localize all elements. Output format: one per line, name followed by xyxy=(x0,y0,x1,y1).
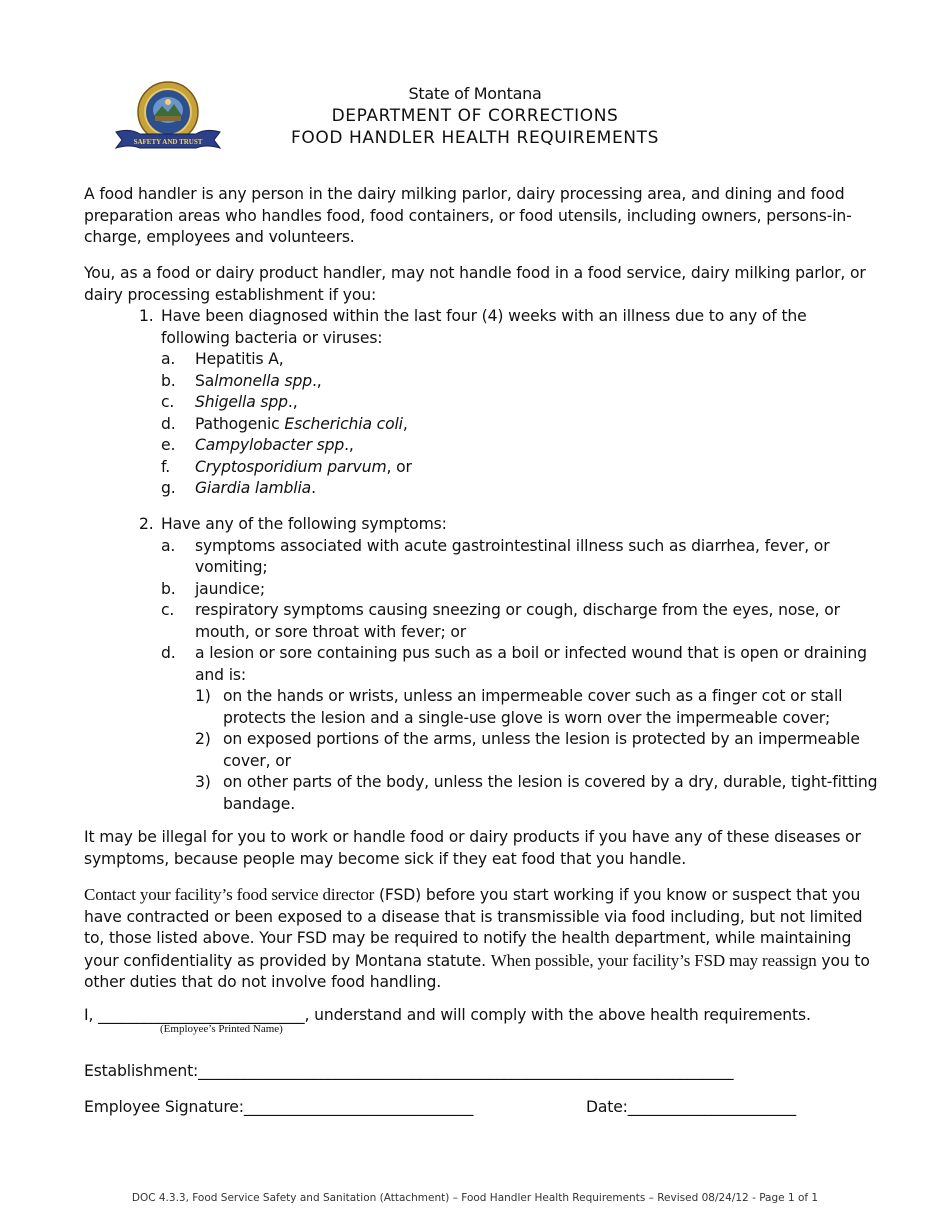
date-field[interactable]: ______________________ xyxy=(627,1098,797,1116)
header-department: DEPARTMENT OF CORRECTIONS xyxy=(331,106,619,126)
date-line: Date:______________________ xyxy=(586,1098,797,1116)
printed-name-field[interactable]: ___________________________ xyxy=(98,1006,305,1024)
pathogen-item: d. Pathogenic Escherichia coli, xyxy=(161,414,408,433)
list-item-text: Have been diagnosed within the last four (4) weeks with an illness due to any of the following bacteria or viruses: xyxy=(161,307,807,347)
contact-paragraph: Contact your facility’s food service director (FSD) before you start working if you know or suspect that you have contracted or been exposed to a disease that is transmissible via food including, but not limited to, those listed above. Your FSD may be required to notify the health department, while maintaining your confidentiality as provided by Montana statute. When possible, your facility’s FSD may reassign you to other duties that do not involve food handling. xyxy=(84,885,870,991)
symptom-list xyxy=(161,536,879,816)
pathogen-list xyxy=(161,349,879,500)
pathogen-item: f. Cryptosporidium parvum, or xyxy=(161,457,412,476)
definition-paragraph: A food handler is any person in the dairy milking parlor, dairy processing area, and dining and food preparation areas who handles food, food containers, or food utensils, including owners, persons-in-charge, employees and volunteers. xyxy=(84,185,852,246)
document-title: FOOD HANDLER HEALTH REQUIREMENTS xyxy=(291,128,659,148)
seal-motto: SAFETY AND TRUST xyxy=(133,138,203,146)
pathogen-item: g. Giardia lamblia. xyxy=(161,479,316,497)
lesion-item: 2) on exposed portions of the arms, unless the lesion is protected by an impermeable cover, or xyxy=(195,730,860,770)
symptom-item: c. respiratory symptoms causing sneezing or cough, discharge from the eyes, nose, or mouth, or sore throat with fever; or xyxy=(161,601,840,641)
symptom-item: d. a lesion or sore containing pus such as a boil or infected wound that is open or draining and is: 1) on the hands or wrists, unless an impermeable cover such as a finger cot or stall protects the lesion and a single-use glove is worn over the impermeable cover; 2) on exposed portions of the arms, unless the lesion is protected by an impermeable cover, or 3) on other parts of the body, unless the lesion is covered by a dry, durable, tight-fitting bandage. xyxy=(161,643,879,815)
employee-signature-field[interactable]: ______________________________ xyxy=(243,1098,474,1116)
establishment-line: Establishment:______________________________________________________________________ xyxy=(84,1062,734,1080)
list-number: 2. xyxy=(139,515,154,533)
pathogen-item: b. Salmonella spp., xyxy=(161,371,322,390)
list-item-2 xyxy=(139,514,879,815)
pathogen-item: c. Shigella spp., xyxy=(161,393,298,411)
pathogen-item: a. Hepatitis A, xyxy=(161,350,284,368)
lesion-item: 3) on other parts of the body, unless the lesion is covered by a dry, durable, tight-fitting bandage. xyxy=(195,773,878,813)
employee-signature-line: Employee Signature:______________________________ xyxy=(84,1098,474,1116)
illegal-paragraph: It may be illegal for you to work or handle food or dairy products if you have any of these diseases or symptoms, because people may become sick if they eat food that you handle. xyxy=(84,828,861,868)
lesion-item: 1) on the hands or wrists, unless an impermeable cover such as a finger cot or stall protects the lesion and a single-use glove is worn over the impermeable cover; xyxy=(195,687,843,727)
pathogen-item: e. Campylobacter spp., xyxy=(161,436,354,454)
establishment-field[interactable]: ______________________________________________________________________ xyxy=(198,1062,734,1080)
printed-name-line: I, ___________________________, understand and will comply with the above health requirements. xyxy=(84,1006,811,1024)
list-item-text: Have any of the following symptoms: xyxy=(161,515,447,533)
list-item-1 xyxy=(139,306,879,500)
printed-name-caption: (Employee’s Printed Name) xyxy=(160,1023,283,1035)
header-state: State of Montana xyxy=(408,84,542,103)
page-footer: DOC 4.3.3, Food Service Safety and Sanitation (Attachment) – Food Handler Health Requirements – Revised 08/24/12 - Page 1 of 1 xyxy=(131,1192,819,1204)
symptom-item: b. jaundice; xyxy=(161,579,265,598)
restriction-paragraph: You, as a food or dairy product handler, may not handle food in a food service, dairy milking parlor, or dairy processing establishment if you: xyxy=(84,264,866,304)
symptom-item: a. symptoms associated with acute gastrointestinal illness such as diarrhea, fever, or vomiting; xyxy=(161,536,830,576)
list-number: 1. xyxy=(139,307,154,325)
